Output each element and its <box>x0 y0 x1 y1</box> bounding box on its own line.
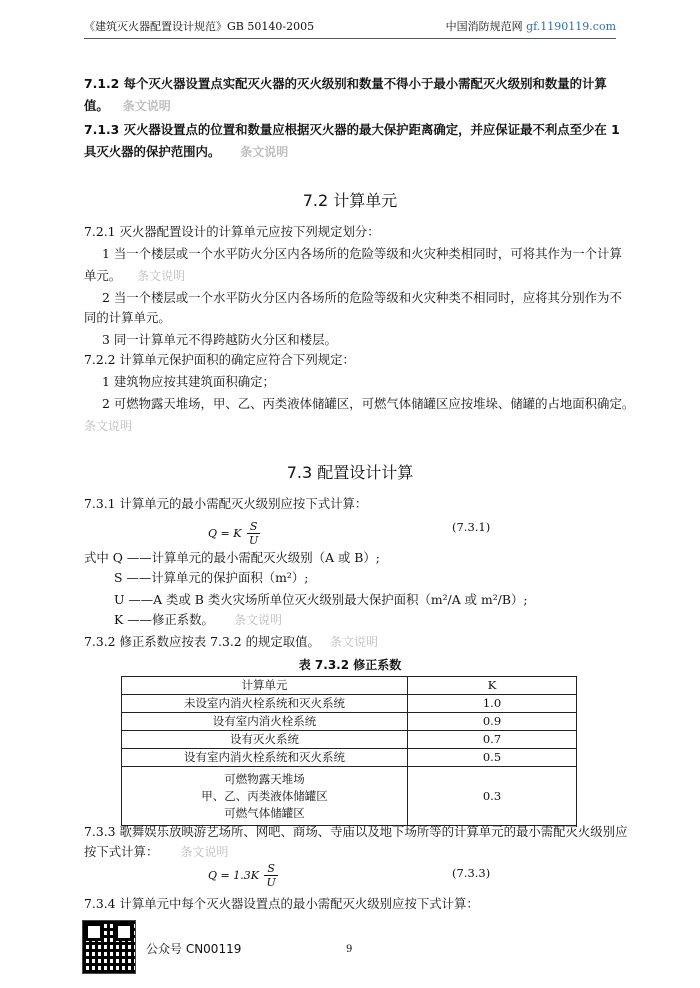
clause-7-3-1: 7.3.1 计算单元的最小需配灭火级别应按下式计算： <box>84 496 368 511</box>
item-1-line1: 1 当一个楼层或一个水平防火分区内各场所的危险等级和火灾种类相同时，可将其作为一个计算 <box>102 246 622 261</box>
commentary-link[interactable]: 条文说明 <box>329 635 378 649</box>
item-2-line2: 同的计算单元。 <box>84 310 171 325</box>
wechat-account: 公众号 CN00119 <box>146 942 242 956</box>
table-row: 设有灭火系统 0.7 <box>122 731 577 749</box>
where-k: K ——修正系数。 条文说明 <box>114 612 282 627</box>
clause-7-3-3-line1: 7.3.3 歌舞娱乐放映游艺场所、网吧、商场、寺庙以及地下场所等的计算单元的最小需配灭火级别应 <box>84 824 628 839</box>
formula-7-3-1: Q = K $\frac{S}{U}$ <box>208 520 259 547</box>
commentary-link[interactable]: 条文说明 <box>180 845 229 859</box>
running-header-right <box>446 18 616 34</box>
table-header-cell: K <box>408 677 577 695</box>
item-j2: 2 可燃物露天堆场，甲、乙、丙类液体储罐区，可燃气体储罐区应按堆垛、储罐的占地面积确定。 <box>102 396 635 411</box>
table-header-cell: 计算单元 <box>122 677 408 695</box>
correction-factor-table <box>121 676 577 826</box>
clause-7-3-2: 7.3.2 修正系数应按表 7.3.2 的规定取值。 条文说明 <box>84 634 378 649</box>
commentary-link[interactable]: 条文说明 <box>84 419 133 433</box>
clause-7-1-2-line1: 7.1.2 每个灭火器设置点实配灭火器的灭火级别和数量不得小于最小需配灭火级别和数量的计算 <box>84 76 607 91</box>
clause-7-3-4: 7.3.4 计算单元中每个灭火器设置点的最小需配灭火级别应按下式计算： <box>84 896 479 911</box>
table-title: 表 7.3.2 修正系数 <box>298 658 402 672</box>
commentary-link[interactable]: 条文说明 <box>122 99 171 113</box>
formula-7-3-3: Q = 1.3K $\frac{S}{U}$ <box>208 862 276 889</box>
running-header-left: 《建筑灭火器配置设计规范》GB 50140-2005 <box>84 20 315 33</box>
clause-7-2-1: 7.2.1 灭火器配置设计的计算单元应按下列规定划分： <box>84 224 380 239</box>
commentary-link[interactable]: 条文说明 <box>233 613 282 627</box>
page-number: 9 <box>346 944 353 955</box>
where-u: U ——A 类或 B 类火灾场所单位灭火级别最大保护面积（m²/A 或 m²/B）; <box>114 592 528 607</box>
clause-7-1-3-line1: 7.1.3 灭火器设置点的位置和数量应根据灭火器的最大保护距离确定，并应保证最不利点至少在 1 <box>84 122 620 137</box>
site-name: 中国消防规范网 <box>445 20 523 33</box>
clause-7-2-2: 7.2.2 计算单元保护面积的确定应符合下列规定： <box>84 352 355 367</box>
clause-7-3-3-line2: 按下式计算： 条文说明 <box>84 844 229 859</box>
commentary-link[interactable]: 条文说明 <box>137 269 186 283</box>
table-header-row <box>122 677 577 695</box>
table-row: 设有室内消火栓系统 0.9 <box>122 713 577 731</box>
table-row: 未设室内消火栓系统和灭火系统 1.0 <box>122 695 577 713</box>
clause-7-1-3-line2: 具灭火器的保护范围内。 条文说明 <box>84 144 289 159</box>
commentary-link[interactable]: 条文说明 <box>240 145 289 159</box>
table-row: 设有室内消火栓系统和灭火系统 0.5 <box>122 749 577 767</box>
section-7-3-title: 7.3 配置设计计算 <box>286 463 414 482</box>
where-s: S ——计算单元的保护面积（m²）; <box>114 570 309 585</box>
item-j1: 1 建筑物应按其建筑面积确定； <box>102 374 275 389</box>
qr-code-icon <box>82 920 136 974</box>
clause-7-1-2-line2: 值。 条文说明 <box>84 98 171 113</box>
section-7-2-title: 7.2 计算单元 <box>302 191 398 210</box>
formula-number-7-3-1: (7.3.1) <box>452 520 491 534</box>
where-q: 式中 Q ——计算单元的最小需配灭火级别（A 或 B）; <box>84 550 380 565</box>
site-url-link[interactable]: gf.1190119.com <box>526 20 616 33</box>
item-1-line2: 单元。 条文说明 <box>84 268 186 283</box>
table-row: 可燃物露天堆场 甲、乙、丙类液体储罐区 可燃气体储罐区 0.3 <box>122 767 577 826</box>
formula-number-7-3-3: (7.3.3) <box>452 866 491 880</box>
item-2-line1: 2 当一个楼层或一个水平防火分区内各场所的危险等级和火灾种类不相同时，应将其分别作为不 <box>102 290 622 305</box>
item-3: 3 同一计算单元不得跨越防火分区和楼层。 <box>102 332 337 347</box>
header-rule <box>84 38 616 39</box>
